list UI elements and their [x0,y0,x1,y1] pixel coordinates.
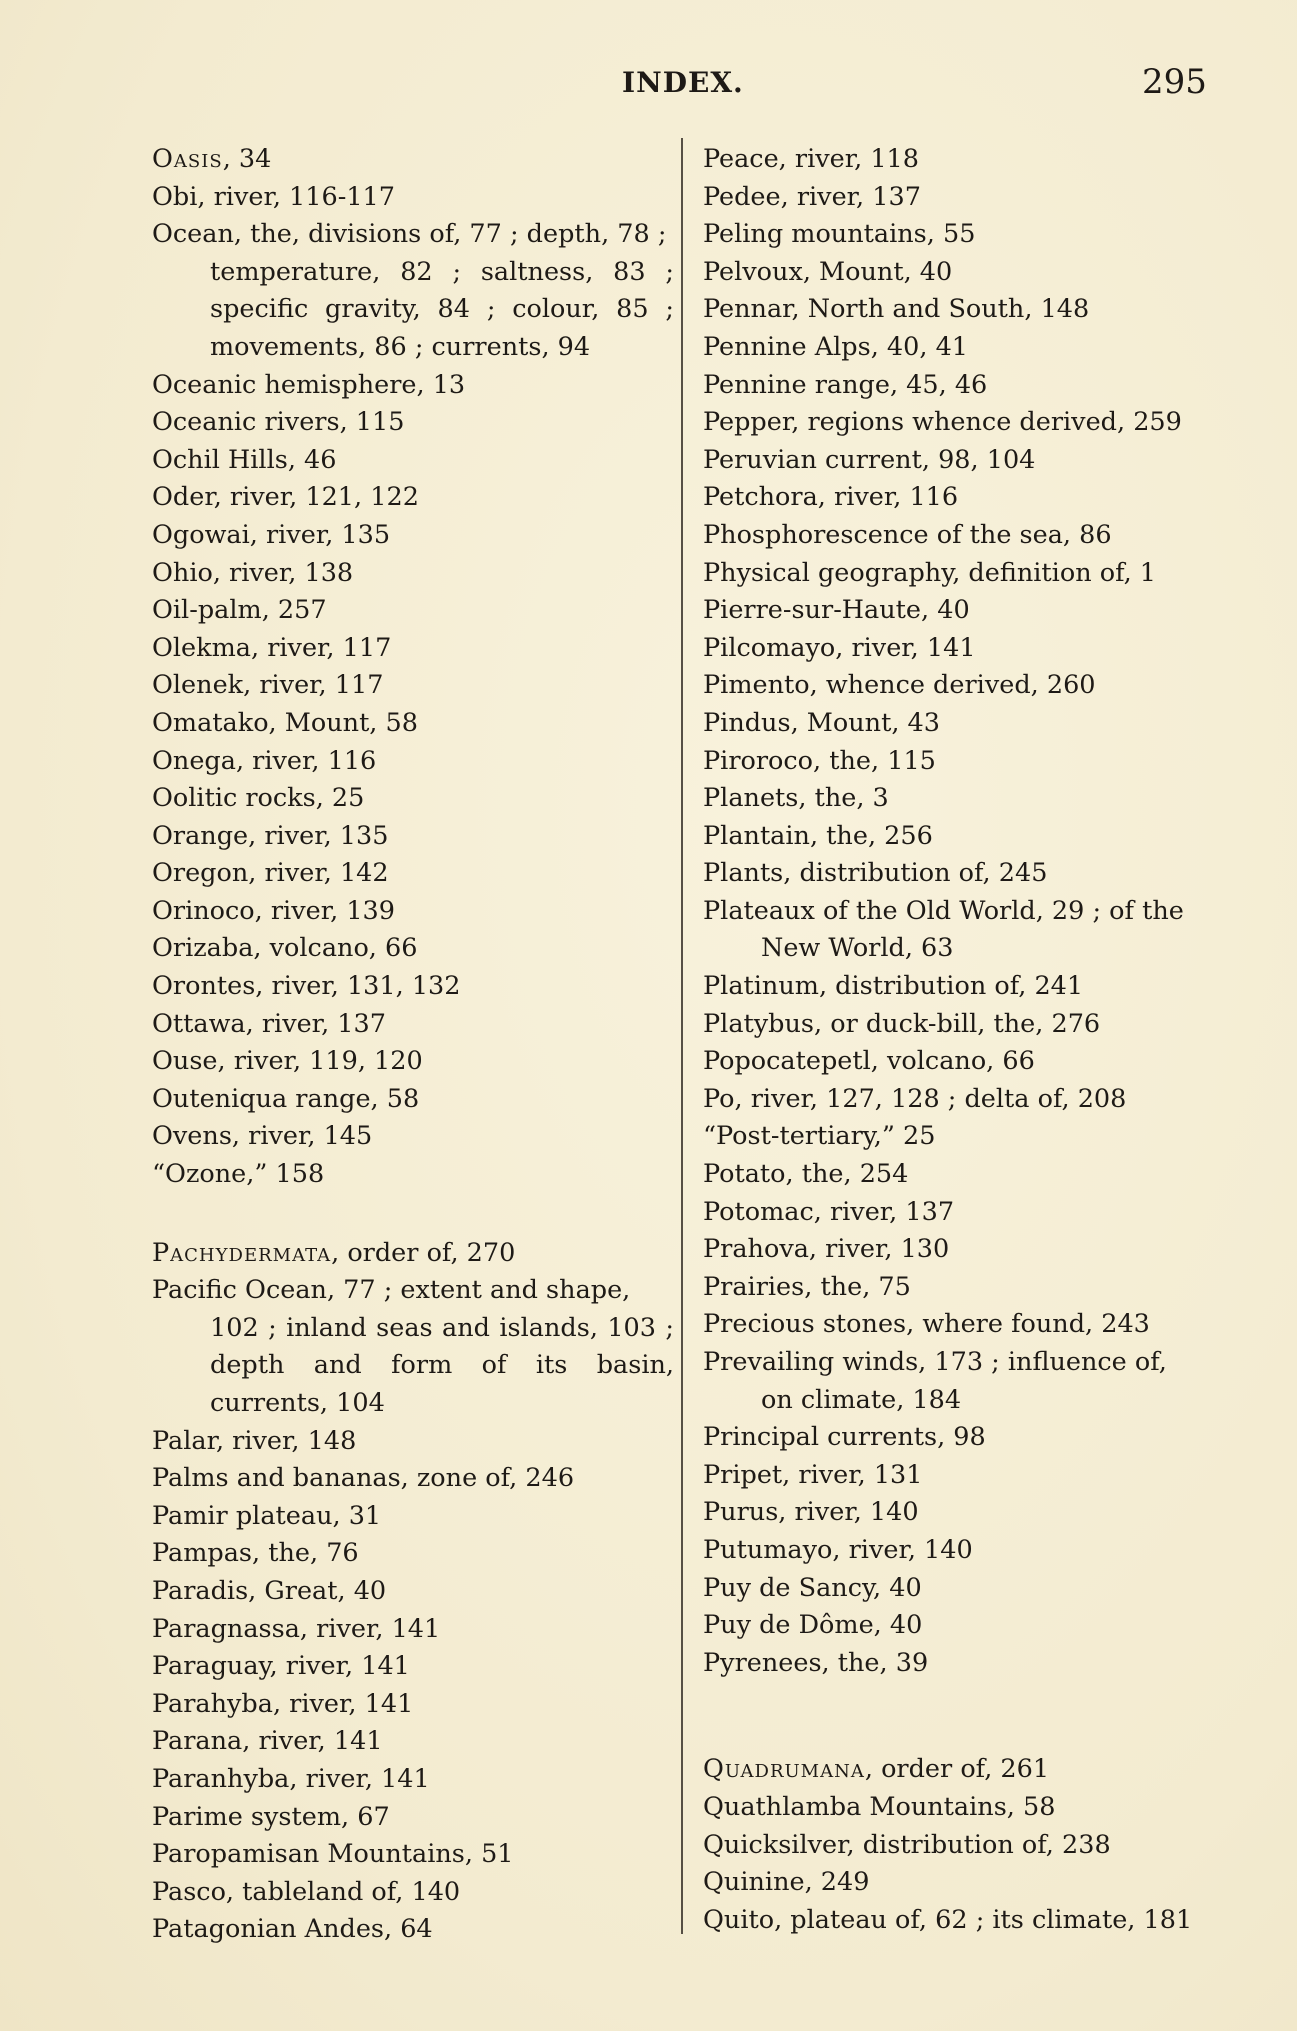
index-entry-line: Patagonian Andes, 64 [152,1914,433,1945]
index-entry-line: Pelvoux, Mount, 40 [703,256,953,287]
index-entry [152,743,674,781]
index-entry-text: , 34 [222,144,272,174]
index-entry [703,329,1223,367]
index-entry [703,1751,1223,1789]
index-entry [152,780,674,818]
index-entry-line: Precious stones, where found, 243 [703,1309,1150,1340]
index-entry [152,179,674,217]
index-entry-line [152,1238,515,1268]
index-entry-line: Prahova, river, 130 [703,1234,950,1265]
index-entry [703,254,1223,292]
index-entry [703,1043,1223,1081]
index-entry-line: Ocean, the, divisions of, 77 ; depth, 78 ; [152,219,667,250]
index-entry-line: Putumayo, river, 140 [703,1534,973,1565]
page-number: 295 [1142,62,1207,102]
index-entry-line: Orinoco, river, 139 [152,895,395,926]
index-entry-text: , order of, 261 [864,1754,1050,1785]
index-entry-line: Ottawa, river, 137 [152,1008,386,1039]
index-entry-text: , order of, 270 [331,1237,516,1268]
index-entry-continuation: specific gravity, 84 ; colour, 85 ; [210,294,674,325]
index-entry-line: Prevailing winds, 173 ; influence of, [703,1347,1167,1377]
index-entry [703,1081,1223,1119]
index-entry-line: Planets, the, 3 [703,783,889,814]
index-entry-line: Plateaux of the Old World, 29 ; of the [703,895,1184,926]
index-entry [152,667,674,705]
index-entry-continuation: depth and form of its basin, [210,1350,674,1381]
index-entry-line: Onega, river, 116 [152,745,377,776]
index-entry-line: Ohio, river, 138 [152,557,354,588]
index-entry [703,893,1223,968]
index-entry [152,855,674,893]
index-entry-line: Parahyba, river, 141 [152,1688,414,1719]
index-entry-line: Ogowai, river, 135 [152,519,391,550]
index-entry-line: Potomac, river, 137 [703,1196,955,1227]
index-entry [703,1827,1223,1865]
index-entry [703,818,1223,856]
index-entry-line: Peace, river, 118 [703,144,920,174]
index-entry [703,1457,1223,1495]
index-entry [703,1006,1223,1044]
index-entry-line: Pamir plateau, 31 [152,1500,382,1531]
index-entry-line: Ochil Hills, 46 [152,444,337,475]
index-entry [703,1607,1223,1645]
index-entry-line: Pacific Ocean, 77 ; extent and shape, [152,1275,631,1306]
index-entry-line: Paraguay, river, 141 [152,1651,410,1682]
index-entry [152,1272,674,1422]
index-entry [152,705,674,743]
index-entry [152,1799,674,1837]
section-gap [703,1682,1223,1751]
index-section-o [152,141,674,1194]
index-entry [703,1419,1223,1457]
index-entry-line: Puy de Dôme, 40 [703,1610,923,1641]
index-section-p-left [152,1235,674,1949]
index-entry [703,1156,1223,1194]
index-entry [152,517,674,555]
index-entry [703,1864,1223,1902]
index-entry [703,141,1223,179]
index-entry [152,1611,674,1649]
index-column-left [152,141,674,1949]
index-entry-line: Quito, plateau of, 62 ; its climate, 181 [703,1904,1193,1935]
index-entry-line: Quicksilver, distribution of, 238 [703,1829,1111,1860]
index-entry [152,141,674,179]
index-entry-line: Outeniqua range, 58 [152,1083,420,1114]
index-entry [152,404,674,442]
index-entry [703,179,1223,217]
index-entry [703,667,1223,705]
index-entry [703,479,1223,517]
index-entry-line: Pimento, whence derived, 260 [703,670,1096,701]
index-entry-line: Oder, river, 121, 122 [152,482,419,513]
index-entry-line: Ouse, river, 119, 120 [152,1046,423,1077]
index-entry-line: Paragnassa, river, 141 [152,1613,441,1644]
index-entry [152,592,674,630]
index-entry-line: Oceanic hemisphere, 13 [152,369,466,400]
index-section-heading-word: Quadrumana [703,1754,865,1785]
index-entry-line: Po, river, 127, 128 ; delta of, 208 [703,1083,1127,1114]
index-column-right [703,141,1223,1939]
index-entry-line: Pindus, Mount, 43 [703,707,940,738]
index-entry [703,1344,1223,1419]
index-entry-line: Orontes, river, 131, 132 [152,971,461,1002]
index-section-heading-word: Pachydermata [152,1237,332,1268]
index-entry-line: Potato, the, 254 [703,1159,909,1190]
index-entry-line: Quathlamba Mountains, 58 [703,1791,1056,1822]
index-entry [703,743,1223,781]
index-entry [152,1118,674,1156]
index-entry [703,1902,1223,1940]
index-entry-line: Peruvian current, 98, 104 [703,444,1036,475]
index-entry [152,1081,674,1119]
index-entry-line: Plants, distribution of, 245 [703,858,1048,889]
index-entry-line: Palms and bananas, zone of, 246 [152,1463,575,1494]
index-entry-line: Pripet, river, 131 [703,1459,923,1490]
index-entry-line: Pedee, river, 137 [703,181,921,212]
index-entry-line: Olenek, river, 117 [152,670,384,701]
index-entry [152,1235,674,1273]
index-entry [152,442,674,480]
index-entry-line [703,1754,1049,1784]
index-entry-line: “Post-tertiary,” 25 [703,1121,936,1152]
index-entry-line: Pepper, regions whence derived, 259 [703,407,1182,438]
index-entry-line: Phosphorescence of the sea, 86 [703,519,1112,550]
index-entry-line: Ovens, river, 145 [152,1121,373,1152]
index-entry [152,1686,674,1724]
index-entry [703,216,1223,254]
index-entry [152,1761,674,1799]
index-entry-line: Olekma, river, 117 [152,632,392,663]
index-entry-line: Pasco, tableland of, 140 [152,1876,461,1907]
index-entry [703,705,1223,743]
index-entry [703,517,1223,555]
index-entry-line: “Ozone,” 158 [152,1159,325,1190]
index-entry-line: Pennine range, 45, 46 [703,369,988,400]
index-entry [152,216,674,366]
index-entry [703,555,1223,593]
index-entry [152,367,674,405]
index-entry [703,1532,1223,1570]
running-header-title: INDEX. [622,66,744,99]
index-entry-line: Pennar, North and South, 148 [703,294,1090,325]
index-entry-line: Pennine Alps, 40, 41 [703,331,969,362]
index-entry [703,1194,1223,1232]
index-entry [152,1911,674,1949]
index-entry [152,1156,674,1194]
index-entry-line: Oil-palm, 257 [152,595,327,626]
index-entry [703,404,1223,442]
index-entry [703,592,1223,630]
index-entry-line: Platinum, distribution of, 241 [703,971,1084,1002]
index-entry-line: Puy de Sancy, 40 [703,1572,922,1603]
index-entry-line: Platybus, or duck-bill, the, 276 [703,1008,1101,1039]
index-entry-continuation: temperature, 82 ; saltness, 83 ; [210,256,674,287]
index-entry [152,479,674,517]
index-entry-line: Parana, river, 141 [152,1726,383,1757]
index-entry-continuation: currents, 104 [210,1388,385,1418]
index-entry [152,1498,674,1536]
index-entry-line: Oceanic rivers, 115 [152,407,405,438]
index-entry [152,930,674,968]
index-entry-line: Pierre-sur-Haute, 40 [703,595,970,626]
index-entry [152,1836,674,1874]
index-entry-continuation: movements, 86 ; currents, 94 [210,331,591,362]
index-entry [152,1535,674,1573]
index-entry-line: Plantain, the, 256 [703,820,933,851]
index-entry [703,1789,1223,1827]
section-gap [152,1194,674,1235]
index-entry [152,893,674,931]
index-entry-line: Paropamisan Mountains, 51 [152,1839,514,1870]
index-entry [703,1306,1223,1344]
index-entry-line: Palar, river, 148 [152,1425,357,1456]
column-divider [681,138,683,1934]
index-entry-line: Quinine, 249 [703,1867,870,1898]
index-entry [152,968,674,1006]
index-entry [703,291,1223,329]
index-entry-line: Obi, river, 116-117 [152,181,395,212]
index-entry [703,1269,1223,1307]
index-entry-line: Pampas, the, 76 [152,1538,359,1569]
index-entry [152,1723,674,1761]
index-entry-line: Petchora, river, 116 [703,482,959,513]
index-entry [703,1645,1223,1683]
index-entry-line: Oregon, river, 142 [152,858,389,889]
index-entry-line: Oolitic rocks, 25 [152,783,365,814]
index-entry [703,855,1223,893]
index-entry-line: Pyrenees, the, 39 [703,1647,929,1678]
index-entry [152,630,674,668]
index-entry-line [152,144,271,174]
index-entry [152,555,674,593]
index-entry [152,1648,674,1686]
index-entry [703,1231,1223,1269]
index-entry-continuation: on climate, 184 [761,1384,962,1415]
index-entry-line: Purus, river, 140 [703,1497,919,1528]
index-section-heading-word: Oasis [152,144,223,174]
index-entry [703,1118,1223,1156]
index-entry-line: Physical geography, definition of, 1 [703,557,1157,588]
index-entry-continuation: 102 ; inland seas and islands, 103 ; [210,1312,674,1343]
index-section-p-right [703,141,1223,1682]
index-entry-line: Orange, river, 135 [152,820,389,851]
index-entry-line: Paradis, Great, 40 [152,1575,387,1606]
index-entry-line: Piroroco, the, 115 [703,745,936,776]
index-entry-line: Parime system, 67 [152,1801,390,1832]
index-entry-continuation: New World, 63 [761,933,954,964]
index-section-q [703,1751,1223,1939]
index-entry-line: Pilcomayo, river, 141 [703,632,976,663]
index-entry [703,1570,1223,1608]
index-entry-line: Orizaba, volcano, 66 [152,933,418,964]
index-entry [152,1043,674,1081]
index-entry [152,1006,674,1044]
index-entry [703,367,1223,405]
index-entry [152,1573,674,1611]
index-entry [703,780,1223,818]
index-entry-line: Popocatepetl, volcano, 66 [703,1046,1035,1077]
index-entry [703,442,1223,480]
index-entry [703,630,1223,668]
index-entry-line: Prairies, the, 75 [703,1271,911,1302]
index-entry [152,1423,674,1461]
index-entry-line: Peling mountains, 55 [703,219,976,250]
index-entry-line: Omatako, Mount, 58 [152,707,418,738]
index-entry [703,1494,1223,1532]
index-entry-line: Paranhyba, river, 141 [152,1763,430,1794]
index-entry [152,1460,674,1498]
index-entry [152,818,674,856]
index-entry [152,1874,674,1912]
index-entry [703,968,1223,1006]
index-entry-line: Principal currents, 98 [703,1422,986,1453]
